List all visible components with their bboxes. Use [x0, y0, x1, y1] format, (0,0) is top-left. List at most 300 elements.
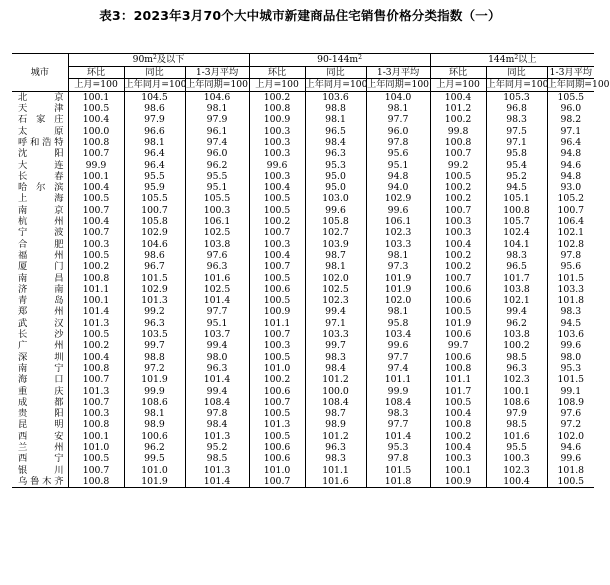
index-value: 102.9 [366, 193, 430, 204]
index-value: 102.3 [366, 227, 430, 238]
index-value: 98.3 [486, 114, 547, 125]
index-value: 96.2 [124, 442, 185, 453]
index-value: 97.8 [547, 250, 594, 261]
index-value: 106.1 [185, 216, 249, 227]
city-name: 西安 [18, 430, 64, 442]
index-value: 96.5 [486, 261, 547, 272]
index-value: 100.6 [430, 329, 486, 340]
index-value: 100.4 [68, 182, 124, 193]
city-name: 兰州 [18, 441, 64, 453]
city-name: 深圳 [18, 351, 64, 363]
index-value: 99.7 [430, 340, 486, 351]
index-value: 99.4 [486, 306, 547, 317]
index-value: 99.7 [124, 340, 185, 351]
index-value: 102.0 [547, 431, 594, 442]
index-value: 101.1 [305, 465, 366, 476]
index-value: 103.7 [185, 329, 249, 340]
index-value: 98.3 [486, 250, 547, 261]
index-value: 101.5 [547, 374, 594, 385]
table-row [12, 386, 594, 397]
city-name: 哈尔滨 [18, 182, 64, 194]
index-value: 98.1 [124, 408, 185, 419]
index-value: 101.2 [305, 431, 366, 442]
index-value: 99.9 [68, 160, 124, 171]
index-value: 105.8 [305, 216, 366, 227]
index-value: 100.5 [68, 250, 124, 261]
city-name: 昆明 [18, 419, 64, 431]
index-value: 98.6 [124, 250, 185, 261]
city-name: 沈阳 [18, 148, 64, 160]
city-name: 石家庄 [18, 114, 64, 126]
index-value: 100.1 [486, 386, 547, 397]
index-value: 97.7 [366, 352, 430, 363]
base-header-yoy: 上年同月=100 [305, 79, 368, 91]
index-value: 102.9 [124, 284, 185, 295]
table-row [12, 261, 594, 272]
index-value: 100.5 [430, 171, 486, 182]
table-row [12, 340, 594, 351]
index-value: 105.5 [547, 91, 594, 103]
index-value: 97.1 [547, 126, 594, 137]
index-value: 101.6 [486, 431, 547, 442]
index-value: 100.8 [430, 137, 486, 148]
index-value: 100.7 [124, 205, 185, 216]
index-value: 97.1 [486, 137, 547, 148]
index-value: 97.7 [366, 114, 430, 125]
index-value: 105.2 [547, 193, 594, 204]
index-value: 99.6 [547, 453, 594, 464]
index-value: 94.8 [547, 171, 594, 182]
index-value: 100.3 [249, 239, 305, 250]
index-value: 101.7 [486, 273, 547, 284]
index-value: 100.2 [430, 431, 486, 442]
index-value: 100.3 [430, 453, 486, 464]
index-value: 97.8 [185, 408, 249, 419]
index-value: 95.1 [185, 318, 249, 329]
index-value: 100.8 [68, 137, 124, 148]
index-value: 95.9 [124, 182, 185, 193]
index-value: 108.6 [486, 397, 547, 408]
index-value: 103.6 [305, 91, 366, 103]
table-row [12, 476, 594, 488]
index-value: 100.9 [430, 476, 486, 488]
index-value: 98.0 [185, 352, 249, 363]
index-value: 102.9 [124, 227, 185, 238]
index-value: 100.2 [249, 216, 305, 227]
city-name: 太原 [18, 125, 64, 137]
index-value: 101.6 [305, 476, 366, 488]
index-value: 102.7 [305, 227, 366, 238]
index-value: 99.2 [430, 160, 486, 171]
index-value: 94.8 [366, 171, 430, 182]
index-value: 100.2 [249, 91, 305, 103]
index-value: 100.8 [430, 419, 486, 430]
index-value: 101.3 [124, 295, 185, 306]
index-value: 95.6 [366, 148, 430, 159]
index-value: 100.7 [430, 273, 486, 284]
city-name: 银川 [18, 464, 64, 476]
index-value: 103.3 [305, 329, 366, 340]
index-value: 100.4 [430, 239, 486, 250]
base-header-mom: 上月=100 [249, 79, 305, 92]
city-name: 济南 [18, 283, 64, 295]
index-value: 98.0 [547, 352, 594, 363]
index-value: 101.0 [249, 363, 305, 374]
index-value: 98.3 [305, 352, 366, 363]
index-value: 105.8 [124, 216, 185, 227]
index-value: 100.6 [249, 284, 305, 295]
index-value: 100.4 [486, 476, 547, 488]
index-value: 100.3 [486, 453, 547, 464]
index-value: 95.3 [547, 363, 594, 374]
index-value: 98.1 [185, 103, 249, 114]
index-value: 97.8 [366, 137, 430, 148]
index-value: 101.1 [366, 374, 430, 385]
city-name: 厦门 [18, 261, 64, 273]
index-value: 105.1 [486, 193, 547, 204]
table-row [12, 148, 594, 159]
table-row [12, 306, 594, 317]
index-value: 104.6 [185, 91, 249, 103]
index-value: 99.5 [124, 453, 185, 464]
sub-header-avg: 1-3月平均 [366, 66, 430, 79]
index-value: 101.8 [547, 295, 594, 306]
index-value: 102.5 [305, 284, 366, 295]
index-value: 95.5 [124, 171, 185, 182]
index-value: 101.6 [185, 273, 249, 284]
index-value: 102.3 [305, 295, 366, 306]
index-value: 103.5 [124, 329, 185, 340]
index-value: 97.9 [124, 114, 185, 125]
index-value: 100.9 [249, 114, 305, 125]
table-row [12, 250, 594, 261]
index-value: 104.0 [366, 91, 430, 103]
index-value: 98.6 [124, 103, 185, 114]
index-value: 101.3 [185, 431, 249, 442]
index-value: 98.4 [305, 137, 366, 148]
index-value: 100.0 [68, 126, 124, 137]
table-row [12, 374, 594, 385]
index-value: 97.5 [486, 126, 547, 137]
index-value: 101.4 [68, 306, 124, 317]
index-value: 102.1 [486, 295, 547, 306]
index-value: 96.4 [124, 148, 185, 159]
index-value: 96.7 [124, 261, 185, 272]
index-value: 101.4 [185, 295, 249, 306]
base-header-avg: 上年同期=100 [547, 79, 610, 91]
index-value: 100.7 [249, 227, 305, 238]
index-value: 100.6 [430, 295, 486, 306]
index-value: 100.7 [68, 227, 124, 238]
index-value: 100.7 [68, 465, 124, 476]
index-value: 101.5 [366, 465, 430, 476]
group-header-144-above: $144m^2$以上 [430, 54, 594, 67]
index-value: 100.5 [430, 306, 486, 317]
index-value: 102.0 [305, 273, 366, 284]
city-name: 大连 [18, 159, 64, 171]
index-value: 99.6 [547, 340, 594, 351]
index-value: 100.7 [249, 261, 305, 272]
index-value: 100.3 [430, 227, 486, 238]
index-value: 101.8 [366, 476, 430, 488]
index-value: 94.6 [547, 442, 594, 453]
index-value: 96.2 [185, 160, 249, 171]
index-value: 99.6 [305, 205, 366, 216]
city-name: 长沙 [18, 329, 64, 341]
sub-header-mom: 环比 [430, 66, 486, 79]
index-value: 98.1 [124, 137, 185, 148]
sub-header-yoy: 同比 [486, 66, 547, 79]
index-value: 98.1 [366, 250, 430, 261]
index-value: 99.9 [124, 386, 185, 397]
city-name: 西宁 [18, 453, 64, 465]
index-value: 103.0 [305, 193, 366, 204]
index-value: 108.4 [185, 397, 249, 408]
city-name: 郑州 [18, 306, 64, 318]
index-value: 95.0 [305, 171, 366, 182]
index-value: 97.4 [185, 137, 249, 148]
city-name: 合肥 [18, 238, 64, 250]
table-row [12, 408, 594, 419]
index-value: 100.7 [430, 205, 486, 216]
index-value: 97.4 [366, 363, 430, 374]
base-header-avg: 上年同期=100 [367, 79, 430, 91]
index-value: 95.0 [305, 182, 366, 193]
index-value: 95.1 [366, 160, 430, 171]
index-value: 100.8 [249, 103, 305, 114]
sub-header-mom: 环比 [249, 66, 305, 79]
index-value: 101.4 [366, 431, 430, 442]
group-header-90-144: $90-144m^2$ [249, 54, 430, 67]
index-value: 94.8 [547, 148, 594, 159]
page-title: 表3：2023年3月70个大中城市新建商品住宅销售价格分类指数（一） [99, 8, 501, 23]
index-value: 100.7 [68, 397, 124, 408]
index-value: 101.5 [124, 273, 185, 284]
index-value: 102.4 [486, 227, 547, 238]
index-value: 108.4 [366, 397, 430, 408]
index-value: 100.7 [68, 374, 124, 385]
index-value: 95.8 [486, 148, 547, 159]
city-name: 上海 [18, 193, 64, 205]
index-value: 100.4 [249, 182, 305, 193]
table-row [12, 397, 594, 408]
city-name: 重庆 [18, 385, 64, 397]
index-value: 100.3 [249, 340, 305, 351]
index-value: 100.5 [430, 397, 486, 408]
index-value: 96.3 [305, 442, 366, 453]
city-name: 青岛 [18, 295, 64, 307]
index-value: 100.5 [249, 431, 305, 442]
index-value: 100.5 [249, 352, 305, 363]
index-value: 98.8 [124, 352, 185, 363]
index-value: 101.9 [124, 374, 185, 385]
index-value: 97.2 [124, 363, 185, 374]
table-row [12, 91, 594, 103]
index-value: 100.8 [68, 476, 124, 488]
table-row [12, 103, 594, 114]
index-value: 105.5 [124, 193, 185, 204]
index-value: 97.2 [547, 419, 594, 430]
index-value: 101.5 [547, 273, 594, 284]
index-value: 95.2 [185, 442, 249, 453]
table-row [12, 193, 594, 204]
index-value: 100.3 [249, 148, 305, 159]
city-name: 成都 [18, 396, 64, 408]
index-value: 96.3 [486, 363, 547, 374]
index-value: 95.5 [486, 442, 547, 453]
index-value: 95.3 [305, 160, 366, 171]
index-value: 96.0 [366, 126, 430, 137]
index-value: 103.8 [486, 284, 547, 295]
index-value: 103.8 [486, 329, 547, 340]
index-value: 100.1 [68, 171, 124, 182]
table-row [12, 126, 594, 137]
index-value: 98.5 [486, 419, 547, 430]
sub-header-mom: 环比 [68, 66, 124, 79]
index-value: 97.6 [185, 250, 249, 261]
index-value: 105.3 [486, 91, 547, 103]
index-value: 95.4 [486, 160, 547, 171]
index-value: 97.3 [366, 261, 430, 272]
index-value: 108.4 [305, 397, 366, 408]
index-value: 95.6 [547, 261, 594, 272]
index-value: 100.3 [430, 216, 486, 227]
index-value: 100.2 [68, 261, 124, 272]
index-value: 99.6 [366, 205, 430, 216]
index-value: 97.9 [185, 114, 249, 125]
table-row [12, 352, 594, 363]
table-row [12, 419, 594, 430]
index-value: 100.5 [249, 205, 305, 216]
index-value: 98.4 [305, 363, 366, 374]
index-value: 100.2 [430, 114, 486, 125]
index-value: 100.5 [68, 103, 124, 114]
index-value: 106.1 [366, 216, 430, 227]
index-value: 98.1 [305, 114, 366, 125]
table-row [12, 137, 594, 148]
index-value: 104.5 [124, 91, 185, 103]
index-value: 101.8 [547, 465, 594, 476]
index-value: 100.4 [68, 216, 124, 227]
base-header-mom: 上月=100 [68, 79, 124, 92]
index-value: 99.8 [430, 126, 486, 137]
index-value: 96.3 [185, 261, 249, 272]
index-value: 100.5 [249, 193, 305, 204]
price-index-table [12, 53, 610, 488]
city-column-header: 城市 [12, 54, 68, 92]
city-name: 海口 [18, 374, 64, 386]
index-value: 93.0 [547, 182, 594, 193]
table-row [12, 273, 594, 284]
table-row [12, 295, 594, 306]
table-row [12, 160, 594, 171]
index-value: 101.4 [185, 374, 249, 385]
index-value: 96.3 [305, 148, 366, 159]
index-value: 103.9 [305, 239, 366, 250]
index-value: 101.7 [430, 386, 486, 397]
index-value: 98.3 [305, 453, 366, 464]
index-value: 101.9 [366, 284, 430, 295]
index-value: 100.7 [249, 476, 305, 488]
sub-header-avg: 1-3月平均 [185, 66, 249, 79]
index-value: 106.4 [547, 216, 594, 227]
index-value: 96.8 [486, 103, 547, 114]
index-value: 98.4 [185, 419, 249, 430]
index-value: 102.5 [185, 284, 249, 295]
index-value: 100.8 [486, 205, 547, 216]
index-value: 102.3 [486, 465, 547, 476]
index-value: 99.4 [185, 340, 249, 351]
index-value: 97.8 [366, 453, 430, 464]
index-value: 96.6 [124, 126, 185, 137]
table-row [12, 318, 594, 329]
table-row [12, 171, 594, 182]
sub-header-yoy: 同比 [124, 66, 185, 79]
index-value: 101.4 [185, 476, 249, 488]
index-value: 94.0 [366, 182, 430, 193]
index-value: 100.5 [249, 408, 305, 419]
table-row [12, 284, 594, 295]
index-value: 108.9 [547, 397, 594, 408]
index-value: 102.0 [366, 295, 430, 306]
index-value: 100.4 [430, 408, 486, 419]
index-value: 100.1 [68, 431, 124, 442]
sub-header-yoy: 同比 [305, 66, 366, 79]
index-value: 105.7 [486, 216, 547, 227]
index-value: 98.9 [124, 419, 185, 430]
index-value: 98.9 [305, 419, 366, 430]
index-value: 100.7 [547, 205, 594, 216]
index-value: 100.8 [68, 363, 124, 374]
table-row [12, 363, 594, 374]
index-value: 101.0 [124, 465, 185, 476]
index-value: 100.3 [249, 126, 305, 137]
sub-header-avg: 1-3月平均 [547, 66, 594, 79]
index-value: 96.1 [185, 126, 249, 137]
table-row [12, 182, 594, 193]
city-name: 宁波 [18, 227, 64, 239]
index-value: 99.4 [305, 306, 366, 317]
index-value: 101.3 [249, 419, 305, 430]
index-value: 103.3 [547, 284, 594, 295]
index-value: 100.4 [430, 442, 486, 453]
city-name: 贵阳 [18, 408, 64, 420]
index-value: 101.2 [305, 374, 366, 385]
index-value: 95.3 [366, 442, 430, 453]
table-row [12, 239, 594, 250]
table-row [12, 216, 594, 227]
index-value: 95.8 [366, 318, 430, 329]
table-row [12, 205, 594, 216]
index-value: 100.6 [249, 386, 305, 397]
table-row [12, 329, 594, 340]
index-value: 97.6 [547, 408, 594, 419]
index-value: 96.4 [547, 137, 594, 148]
index-value: 105.5 [185, 193, 249, 204]
index-value: 96.2 [486, 318, 547, 329]
index-value: 101.9 [124, 476, 185, 488]
index-value: 96.4 [124, 160, 185, 171]
table-row [12, 431, 594, 442]
index-value: 97.1 [305, 318, 366, 329]
city-name: 福州 [18, 249, 64, 261]
city-name: 北京 [18, 91, 64, 103]
index-value: 100.4 [249, 250, 305, 261]
index-value: 95.5 [185, 171, 249, 182]
index-value: 100.2 [430, 193, 486, 204]
index-value: 100.2 [249, 374, 305, 385]
index-value: 101.3 [68, 318, 124, 329]
